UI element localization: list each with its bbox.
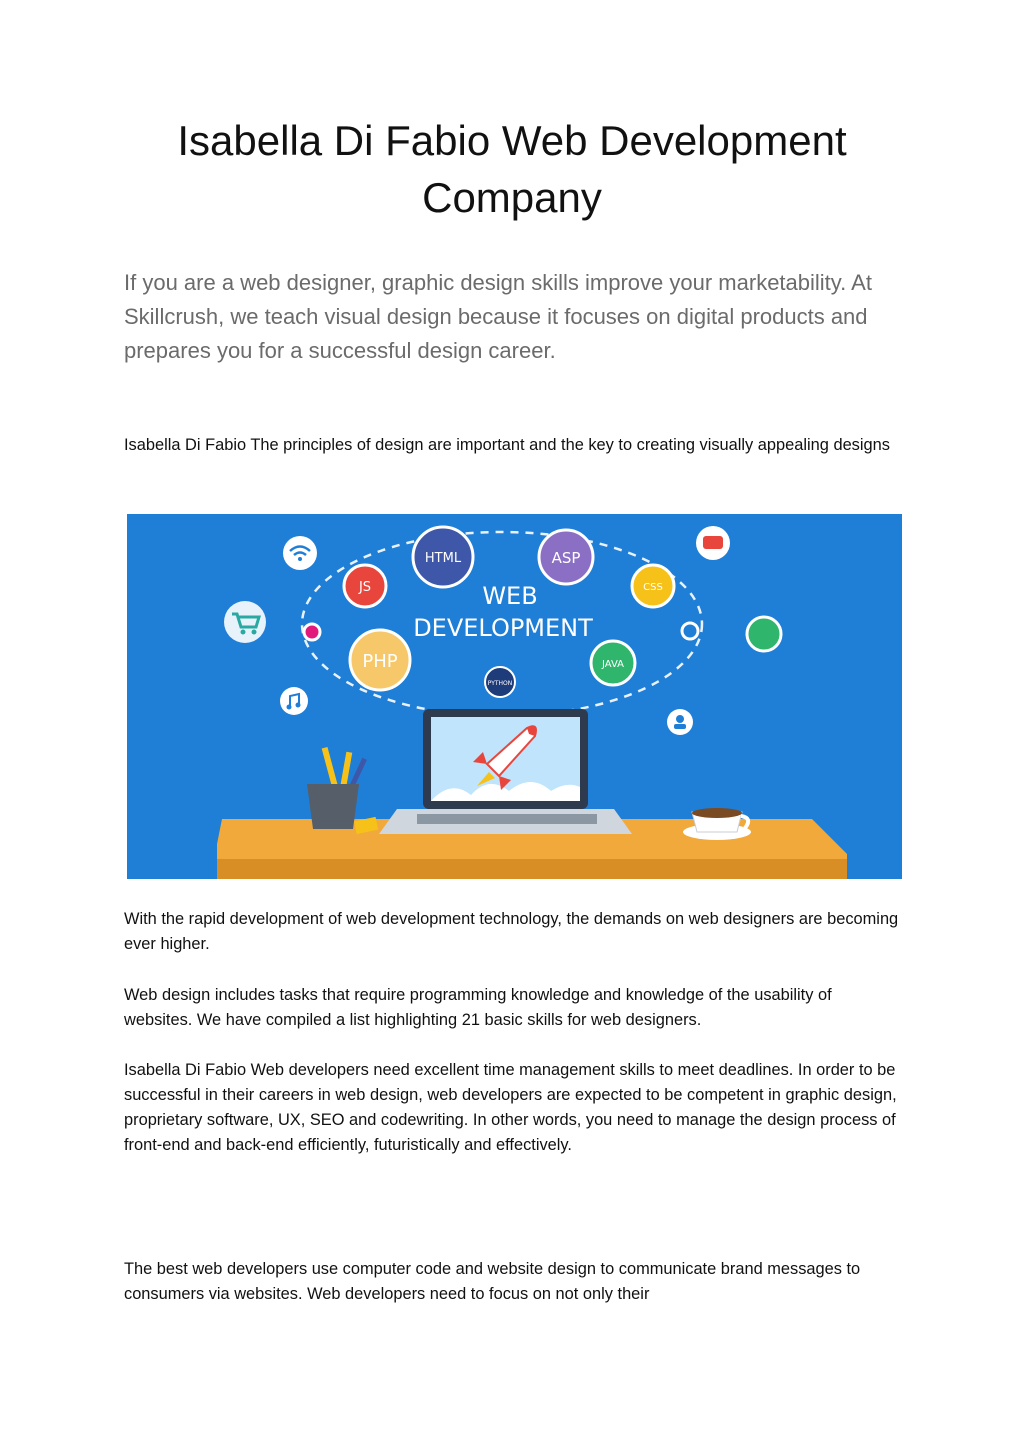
paragraph-brand-messages: The best web developers use computer code and website design to communicate brand messages to consumers via websites. Web developers need to focus on not only their bbox=[124, 1260, 861, 1303]
asp-badge-label: ASP bbox=[551, 549, 581, 567]
wifi-icon bbox=[283, 536, 317, 570]
title-line-2: Company bbox=[422, 174, 602, 221]
css-badge bbox=[632, 565, 674, 607]
cart-icon bbox=[224, 601, 266, 643]
green-dot-icon bbox=[747, 617, 781, 651]
chat-icon bbox=[696, 526, 730, 560]
python-badge-label: PYTHON bbox=[487, 680, 513, 687]
desk-edge bbox=[217, 859, 847, 879]
user-icon bbox=[667, 709, 693, 735]
php-badge-label: PHP bbox=[362, 651, 398, 672]
paragraph-demands: With the rapid development of web development technology, the demands on web designers are becoming ever higher. bbox=[124, 910, 899, 953]
java-badge-label: JAVA bbox=[601, 659, 625, 670]
document-title bbox=[100, 112, 924, 226]
python-badge bbox=[485, 667, 515, 697]
web-development-illustration bbox=[127, 514, 902, 879]
paragraph-principles: Isabella Di Fabio The principles of design are important and the key to creating visually appealing designs bbox=[124, 436, 890, 454]
illustration-heading-development: DEVELOPMENT bbox=[413, 614, 593, 642]
paragraph-skills: Web design includes tasks that require programming knowledge and knowledge of the usability of websites. We have compiled a list highlighting 21 basic skills for web designers. bbox=[124, 986, 832, 1029]
illustration-heading-web: WEB bbox=[482, 582, 538, 610]
java-badge bbox=[591, 641, 635, 685]
music-icon bbox=[280, 687, 308, 715]
php-badge bbox=[350, 630, 410, 690]
css-badge-label: CSS bbox=[643, 582, 663, 593]
paragraph-time-management: Isabella Di Fabio Web developers need excellent time management skills to meet deadlines. In order to be successful in their careers in web design, web developers are expected to be competent in graphic design, proprietary software, UX, SEO and codewriting. In other words, you need to manage the design process of front-end and back-end efficiently, futuristically and effectively. bbox=[124, 1061, 897, 1154]
asp-badge bbox=[539, 530, 593, 584]
orbit-dot-pink bbox=[304, 624, 320, 640]
html-badge bbox=[413, 527, 473, 587]
js-badge bbox=[344, 565, 386, 607]
js-badge-label: JS bbox=[358, 580, 372, 595]
lead-paragraph: If you are a web designer, graphic design skills improve your marketability. At Skillcrush, we teach visual design because it focuses on digital products and prepares you for a successful design career. bbox=[124, 270, 872, 363]
title-line-1: Isabella Di Fabio Web Development bbox=[177, 117, 847, 164]
html-badge-label: HTML bbox=[424, 551, 462, 566]
orbit-dot-blue bbox=[682, 623, 698, 639]
